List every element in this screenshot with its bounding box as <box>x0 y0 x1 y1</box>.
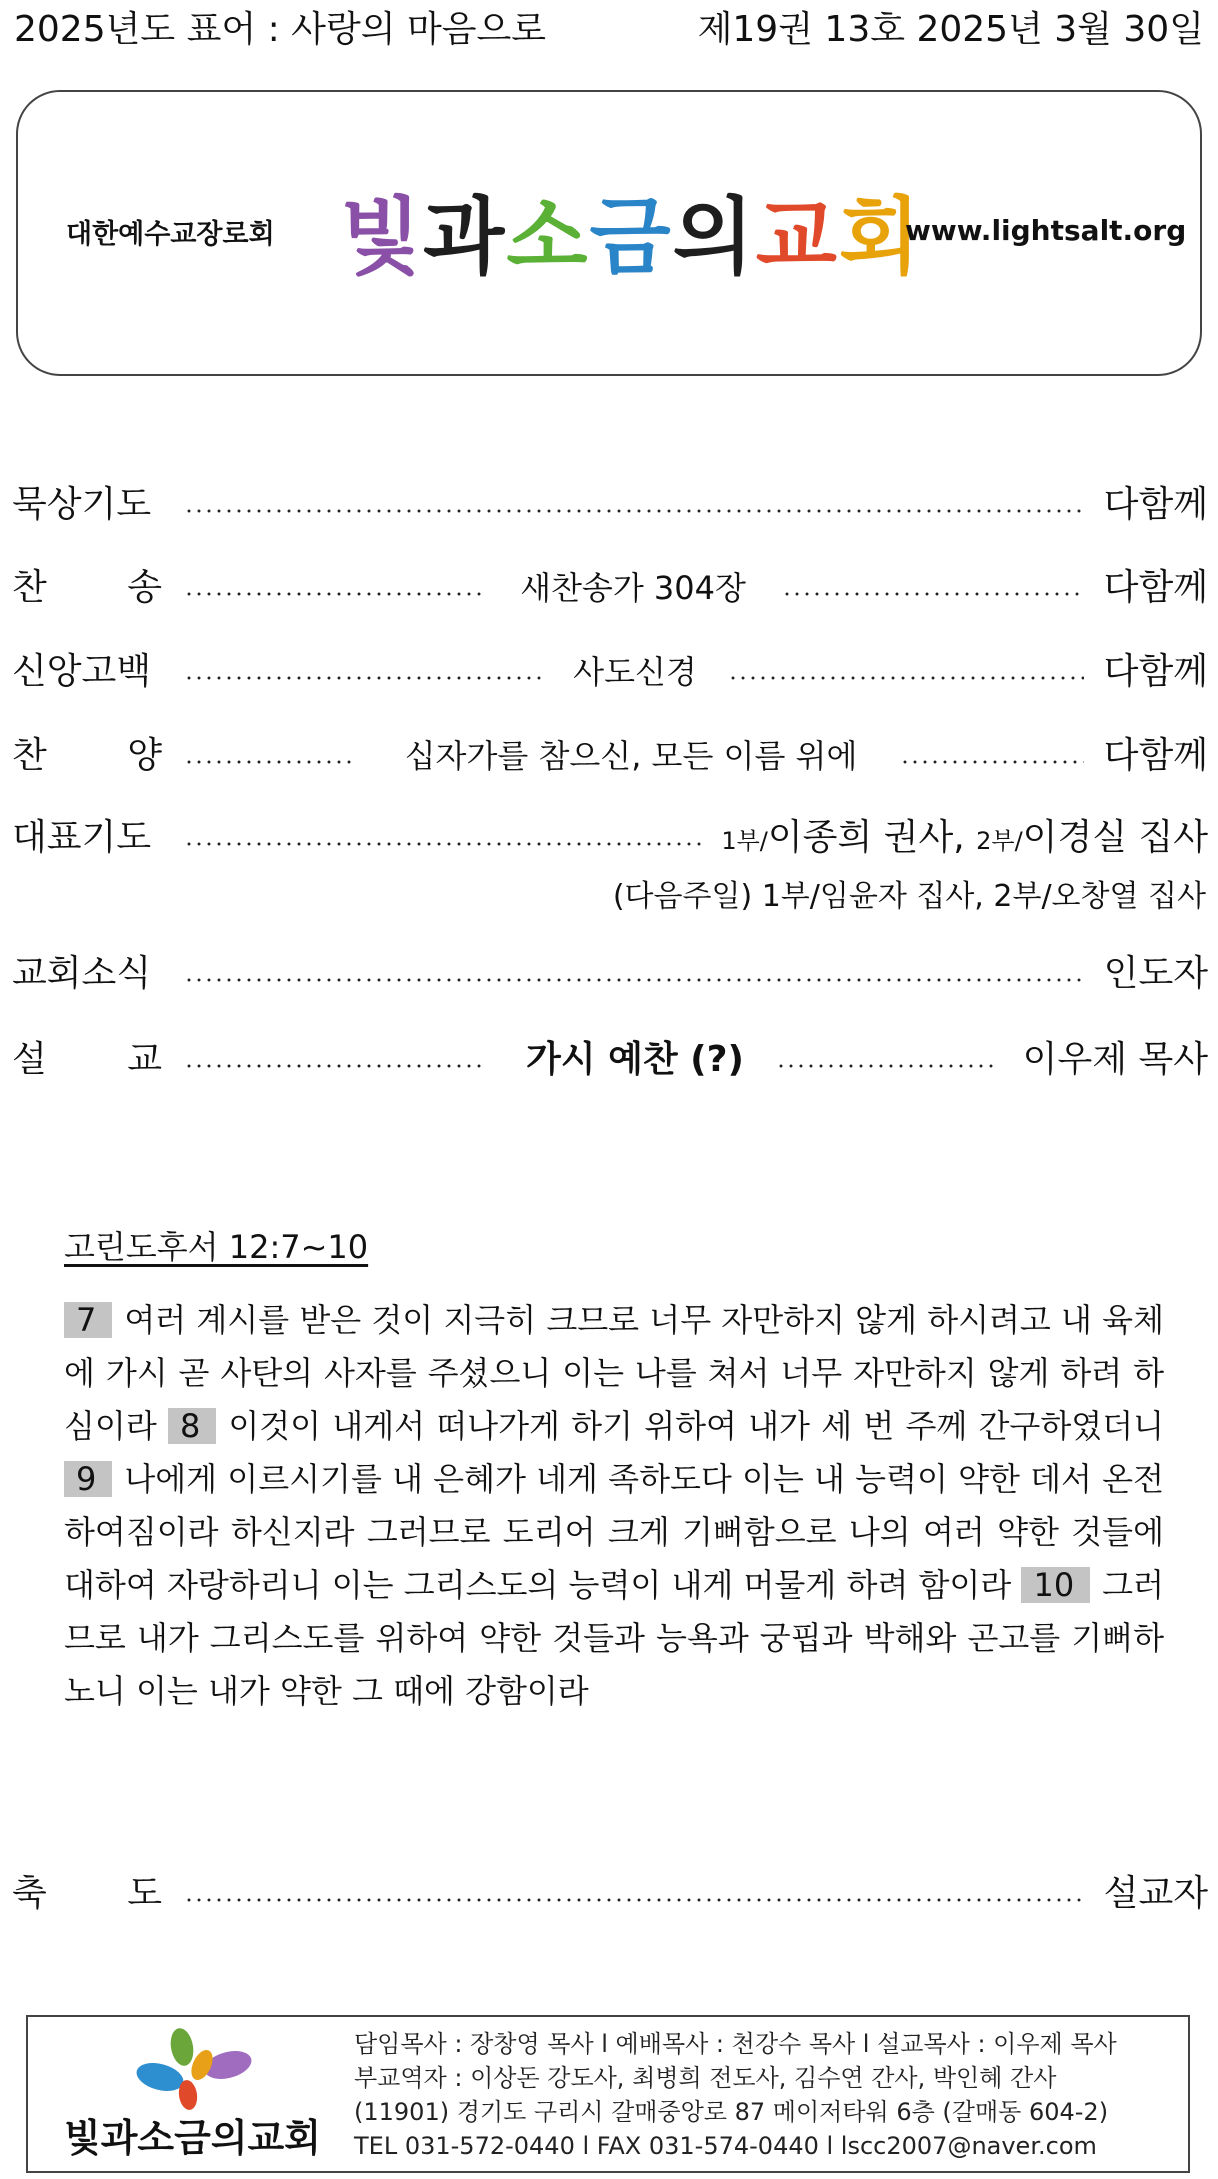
scripture-text <box>64 1294 1164 1718</box>
verse-number: 10 <box>1021 1567 1090 1603</box>
logo-char: 소 <box>506 188 590 286</box>
verse-number: 9 <box>64 1461 112 1497</box>
order-label: 찬 송 <box>12 567 162 608</box>
leader-dots <box>184 1064 484 1068</box>
order-row-hymn <box>12 558 1208 618</box>
address-line: (11901) 경기도 구리시 갈매중앙로 87 메이저타워 6층 (갈매동 604-2) <box>354 2098 1109 2126</box>
verse-text: 여러 계시를 받은 것이 지극히 크므로 너무 자만하지 않게 하시려고 내 육체에 가시 곧 사탄의 사자를 주셨으니 이는 나를 쳐서 너무 자만하지 않게 하려 하심이라 <box>64 1301 1164 1445</box>
order-label: 찬 양 <box>12 735 162 776</box>
order-item: 새찬송가 304장 <box>520 569 746 607</box>
sermon-title: 가시 예찬 (?) <box>526 1039 744 1080</box>
order-leader: 인도자 <box>1103 953 1208 994</box>
logo-char: 금 <box>589 188 673 286</box>
order-row-representative-prayer <box>12 808 1208 868</box>
order-row-creed <box>12 642 1208 702</box>
staff-line: 부교역자 : 이상돈 강도사, 최병희 전도사, 김수연 간사, 박인혜 간사 <box>354 2064 1057 2092</box>
order-item: 사도신경 <box>573 653 697 691</box>
leader-dots <box>900 760 1084 764</box>
verse-text: 이것이 내게서 떠나가게 하기 위하여 내가 세 번 주께 간구하였더니 <box>228 1407 1164 1445</box>
leader-dots <box>776 1064 996 1068</box>
order-label: 신앙고백 <box>12 651 152 692</box>
church-banner <box>16 90 1202 376</box>
denomination: 대한예수교장로회 <box>66 219 275 250</box>
order-label: 대표기도 <box>12 817 152 858</box>
top-line <box>14 0 1204 52</box>
order-item: 십자가를 참으신, 모든 이름 위에 <box>404 737 858 775</box>
order-row-church-news <box>12 944 1208 1004</box>
order-label: 묵상기도 <box>12 484 152 525</box>
leader-dots <box>782 592 1084 596</box>
pastor-line: 담임목사 : 장창영 목사 l 예배목사 : 천강수 목사 l 설교목사 : 이우제 목사 <box>354 2030 1117 2058</box>
leader-dots <box>184 760 354 764</box>
order-row-praise <box>12 726 1208 786</box>
order-label: 설 교 <box>12 1039 162 1080</box>
contact-line: TEL 031-572-0440 l FAX 031-574-0440 l lscc2007@naver.com <box>354 2132 1097 2160</box>
next-week-prayer: (다음주일) 1부/임윤자 집사, 2부/오창열 집사 <box>612 879 1206 914</box>
order-leader: 다함께 <box>1103 651 1208 692</box>
leader-dots <box>184 509 1084 513</box>
logo-char: 과 <box>423 188 507 286</box>
leader-dots <box>184 1898 1084 1902</box>
order-leader: 다함께 <box>1103 735 1208 776</box>
leader-dots <box>184 978 1084 982</box>
order-leader: 이우제 목사 <box>1022 1039 1208 1080</box>
order-label: 축 도 <box>12 1873 162 1914</box>
footer-church-name: 빛과소금의교회 <box>64 2116 321 2160</box>
petal-green <box>168 2026 196 2067</box>
order-row-benediction <box>12 1864 1208 1924</box>
church-logo-text <box>340 182 922 292</box>
verse-number: 8 <box>168 1408 216 1444</box>
leader-dots <box>184 842 704 846</box>
website-link[interactable]: www.lightsalt.org <box>905 214 1187 247</box>
logo-char: 교 <box>755 188 839 286</box>
verse-text: 나에게 이르시기를 내 은혜가 네게 족하도다 이는 내 능력이 약한 데서 온전하여짐이라 하신지라 그러므로 도리어 크게 기뻐함으로 나의 여러 약한 것들에 대하여 자랑하리니 이는 그리스도의 능력이 내게 머물게 하려 함이라 <box>64 1460 1164 1604</box>
logo-char: 빛 <box>340 188 424 286</box>
order-row-silent-prayer <box>12 475 1208 535</box>
footer-info <box>354 2027 1117 2163</box>
logo-char: 의 <box>672 188 756 286</box>
order-leader: 다함께 <box>1103 567 1208 608</box>
petal-blue <box>133 2058 186 2096</box>
footer-box <box>26 2015 1190 2173</box>
verse-number: 7 <box>64 1302 112 1338</box>
scripture-reference: 고린도후서 12:7~10 <box>64 1228 369 1266</box>
order-label: 교회소식 <box>12 953 152 994</box>
leader-dots <box>184 592 484 596</box>
logo-char: 회 <box>838 188 923 286</box>
order-row-sermon <box>12 1030 1208 1090</box>
church-motto: 2025년도 표어 : 사랑의 마음으로 <box>14 8 547 50</box>
order-leader: 설교자 <box>1103 1873 1208 1914</box>
order-leader: 다함께 <box>1103 484 1208 525</box>
issue-info: 제19권 13호 2025년 3월 30일 <box>697 8 1204 50</box>
leader-dots <box>184 676 544 680</box>
church-flower-logo-icon <box>132 2025 262 2115</box>
leader-dots <box>728 676 1084 680</box>
verse-text: 그러므로 내가 그리스도를 위하여 약한 것들과 능욕과 궁핍과 박해와 곤고를 기뻐하노니 이는 내가 약한 그 때에 강함이라 <box>64 1566 1164 1710</box>
order-leader: 1부/이종희 권사, 2부/이경실 집사 <box>721 817 1208 858</box>
